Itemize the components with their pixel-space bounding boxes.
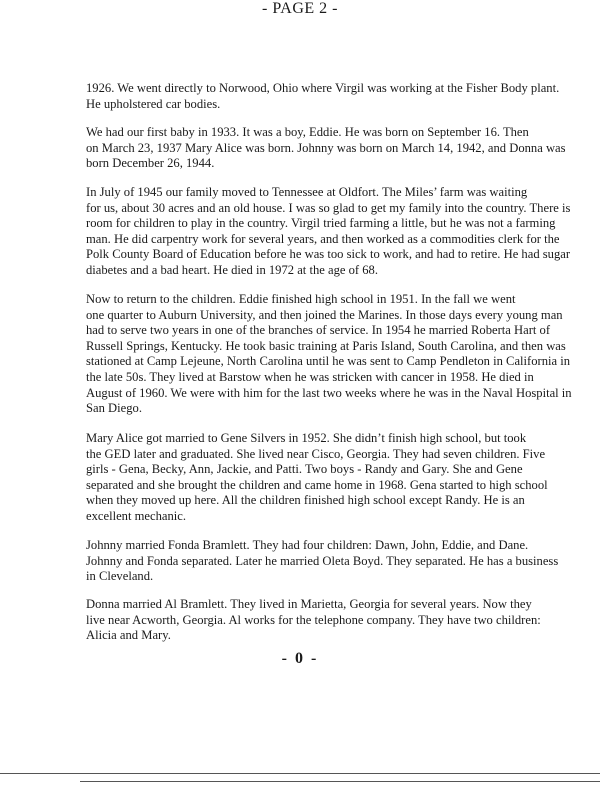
text-line: stationed at Camp Lejeune, North Carolina until he was sent to Camp Pendleton in California in — [86, 354, 571, 369]
text-line: on March 23, 1937 Mary Alice was born. Johnny was born on March 14, 1942, and Donna was — [86, 140, 566, 155]
paragraph-1 — [86, 81, 600, 112]
text-line: had to serve two years in one of the branches of service. In 1954 he married Roberta Hart of — [86, 323, 551, 338]
text-line: when they moved up here. All the children finished high school except Randy. He is an — [86, 493, 525, 508]
paragraph-4 — [86, 292, 600, 417]
scan-edge-line — [0, 773, 600, 774]
text-line: separated and she brought the children and came home in 1968. Gena started to high school — [86, 477, 548, 492]
paragraph-3 — [86, 185, 600, 279]
text-line: Donna married Al Bramlett. They lived in Marietta, Georgia for several years. Now they — [86, 597, 532, 611]
page-header: - PAGE 2 - — [262, 0, 338, 17]
paragraph-7 — [86, 597, 600, 644]
paragraph-6 — [86, 538, 600, 585]
text-line: Now to return to the children. Eddie finished high school in 1951. In the fall we went — [86, 292, 516, 306]
text-line: August of 1960. We were with him for the last two weeks where he was in the Naval Hospital in — [86, 385, 572, 400]
text-line: in Cleveland. — [86, 569, 154, 584]
text-line: one quarter to Auburn University, and then joined the Marines. In those days every young man — [86, 307, 563, 322]
text-line: room for children to play in the country. Virgil tried farming a little, but he was not a farming — [86, 216, 556, 231]
page-number-footer: - 0 - — [281, 650, 319, 667]
text-line: live near Acworth, Georgia. Al works for the telephone company. They have two children: — [86, 612, 541, 627]
text-line: Alicia and Mary. — [86, 628, 171, 643]
text-line: 1926. We went directly to Norwood, Ohio where Virgil was working at the Fisher Body plant. — [86, 81, 560, 95]
text-line: born December 26, 1944. — [86, 156, 215, 171]
text-line: Johnny and Fonda separated. Later he married Oleta Boyd. They separated. He has a business — [86, 553, 559, 568]
text-line: San Diego. — [86, 401, 142, 416]
text-line: the GED later and graduated. She lived near Cisco, Georgia. They had seven children. Five — [86, 446, 546, 461]
text-line: excellent mechanic. — [86, 508, 186, 523]
paragraph-5 — [86, 431, 600, 525]
text-line: diabetes and a bad heart. He died in 1972 at the age of 68. — [86, 262, 378, 277]
text-line: Russell Springs, Kentucky. He took basic training at Paris Island, South Carolina, and then was — [86, 338, 566, 353]
text-line: Mary Alice got married to Gene Silvers in 1952. She didn’t finish high school, but took — [86, 431, 527, 445]
scan-edge-line — [80, 781, 600, 782]
text-line: Johnny married Fonda Bramlett. They had four children: Dawn, John, Eddie, and Dane. — [86, 538, 529, 552]
text-line: the late 50s. They lived at Barstow when he was stricken with cancer in 1958. He died in — [86, 369, 534, 384]
paragraph-2 — [86, 125, 600, 172]
text-line: In July of 1945 our family moved to Tennessee at Oldfort. The Miles’ farm was waiting — [86, 185, 528, 199]
text-line: girls - Gena, Becky, Ann, Jackie, and Patti. Two boys - Randy and Gary. She and Gene — [86, 462, 523, 477]
text-line: Polk County Board of Education before he was too sick to work, and had to retire. He had sugar — [86, 247, 571, 262]
text-line: man. He did carpentry work for several years, and then worked as a commodities clerk for the — [86, 231, 560, 246]
text-line: for us, about 30 acres and an old house. I was so glad to get my family into the country. There is — [86, 200, 571, 215]
text-line: He upholstered car bodies. — [86, 96, 221, 111]
text-line: We had our first baby in 1933. It was a boy, Eddie. He was born on September 16. Then — [86, 125, 529, 139]
